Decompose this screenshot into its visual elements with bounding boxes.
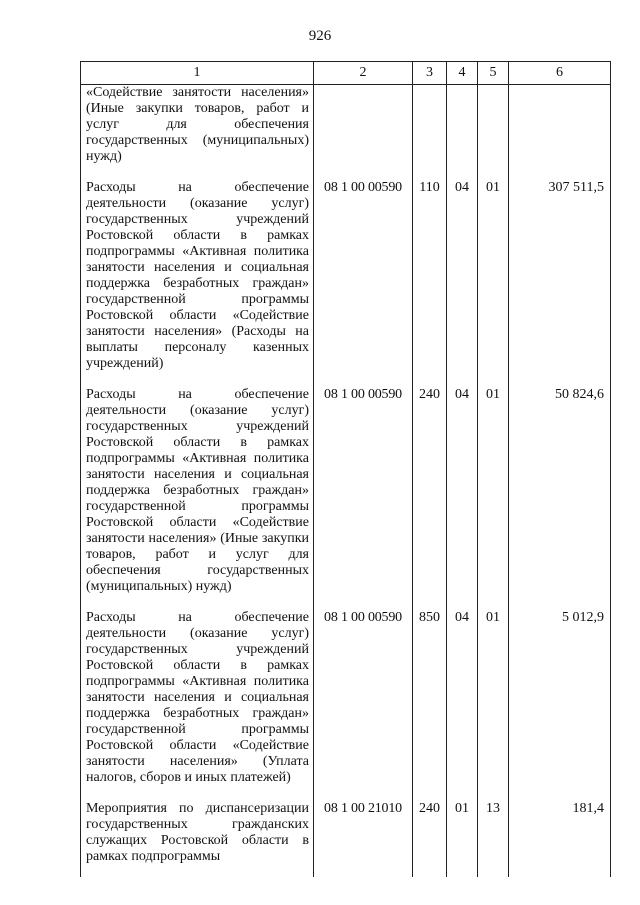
column-header-2: 2 [314, 62, 413, 85]
row-description: Мероприятия по диспансеризации государственных гражданских служащих Ростовской области в рамках подпрограммы [81, 798, 314, 877]
row-description: Расходы на обеспечение деятельности (оказание услуг) государственных учреждений Ростовской области в рамках подпрограммы «Активная политика занятости населения и социальная поддержка безработных граждан» государственной программы Ростовской области «Содействие занятости населения» (Иные закупки товаров, работ и услуг для обеспечения государственных (муниципальных) нужд) [81, 384, 314, 607]
column-header-6: 6 [509, 62, 611, 85]
expense-type: 850 [413, 607, 447, 798]
column-header-4: 4 [447, 62, 478, 85]
column-header-5: 5 [478, 62, 509, 85]
subsection: 01 [478, 177, 509, 384]
table-row-continuation [81, 85, 611, 178]
row-description: Расходы на обеспечение деятельности (оказание услуг) государственных учреждений Ростовской области в рамках подпрограммы «Активная политика занятости населения и социальная поддержка безработных граждан» государственной программы Ростовской области «Содействие занятости населения» (Уплата налогов, сборов и иных платежей) [81, 607, 314, 798]
amount: 50 824,6 [509, 384, 611, 607]
column-header-3: 3 [413, 62, 447, 85]
subsection: 13 [478, 798, 509, 877]
expense-type: 110 [413, 177, 447, 384]
table-row [81, 384, 611, 607]
section: 04 [447, 607, 478, 798]
amount: 307 511,5 [509, 177, 611, 384]
target-code: 08 1 00 00590 [314, 177, 413, 384]
target-code: 08 1 00 00590 [314, 384, 413, 607]
section: 04 [447, 384, 478, 607]
continuation-description: «Содействие занятости населения» (Иные закупки товаров, работ и услуг для обеспечения государственных (муниципальных) нужд) [81, 85, 314, 178]
amount: 5 012,9 [509, 607, 611, 798]
table-row [81, 607, 611, 798]
target-code: 08 1 00 00590 [314, 607, 413, 798]
table-header-row [81, 62, 611, 85]
amount: 181,4 [509, 798, 611, 877]
table-row [81, 177, 611, 384]
subsection: 01 [478, 384, 509, 607]
target-code: 08 1 00 21010 [314, 798, 413, 877]
expense-type: 240 [413, 384, 447, 607]
page-number: 926 [308, 28, 332, 44]
table-row [81, 798, 611, 877]
subsection: 01 [478, 607, 509, 798]
row-description: Расходы на обеспечение деятельности (оказание услуг) государственных учреждений Ростовской области в рамках подпрограммы «Активная политика занятости населения и социальная поддержка безработных граждан» государственной программы Ростовской области «Содействие занятости населения» (Расходы на выплаты персоналу казенных учреждений) [81, 177, 314, 384]
column-header-1: 1 [81, 62, 314, 85]
expense-type: 240 [413, 798, 447, 877]
budget-table [80, 61, 611, 877]
section: 04 [447, 177, 478, 384]
section: 01 [447, 798, 478, 877]
